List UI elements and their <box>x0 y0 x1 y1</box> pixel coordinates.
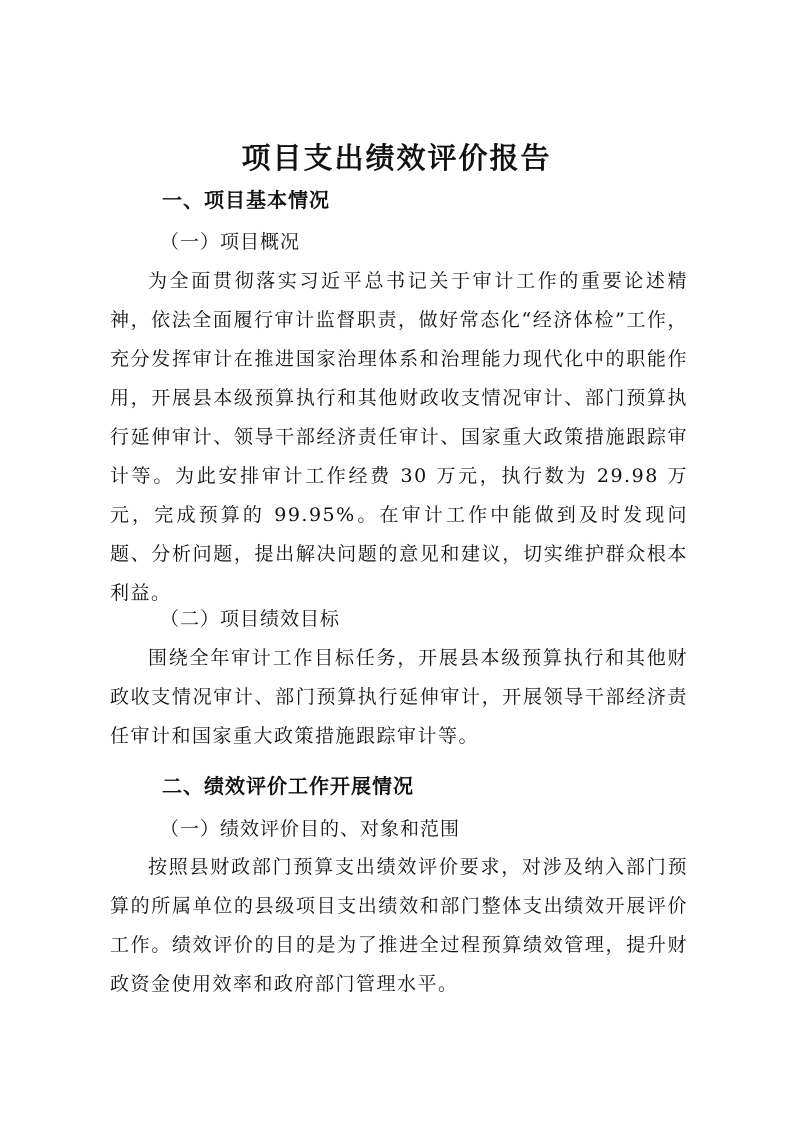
subsection-heading-project-overview: （一）项目概况 <box>160 231 301 253</box>
document-title: 项目支出绩效评价报告 <box>241 141 552 175</box>
subsection-heading-performance-goals: （二）项目绩效目标 <box>160 608 341 630</box>
paragraph-evaluation-scope: 按照县财政部门预算支出绩效评价要求，对涉及纳入部门预算的所属单位的县级项目支出绩效和部门整体支出绩效开展评价工作。绩效评价的目的是为了推进全过程预算绩效管理，提升财政资金使用效率和政府部门管理水平。 <box>110 856 688 995</box>
paragraph-project-overview: 为全面贯彻落实习近平总书记关于审计工作的重要论述精神，依法全面履行审计监督职责，做好常态化“经济体检”工作，充分发挥审计在推进国家治理体系和治理能力现代化中的职能作用，开展县本级预算执行和其他财政收支情况审计、部门预算执行延伸审计、领导干部经济责任审计、国家重大政策措施跟踪审计等。为此安排审计工作经费 30 万元，执行数为 29.98 万元，完成预算的 99.95%。在审计工作中能做到及时发现问题、分析问题，提出解决问题的意见和建议，切实维护群众根本利益。 <box>110 270 688 604</box>
section-heading-evaluation-work: 二、绩效评价工作开展情况 <box>162 774 414 798</box>
subsection-heading-evaluation-scope: （一）绩效评价目的、对象和范围 <box>160 818 461 840</box>
paragraph-performance-goals: 围绕全年审计工作目标任务，开展县本级预算执行和其他财政收支情况审计、部门预算执行延伸审计，开展领导干部经济责任审计和国家重大政策措施跟踪审计等。 <box>110 647 688 747</box>
section-heading-project-basic-info: 一、项目基本情况 <box>162 188 330 212</box>
